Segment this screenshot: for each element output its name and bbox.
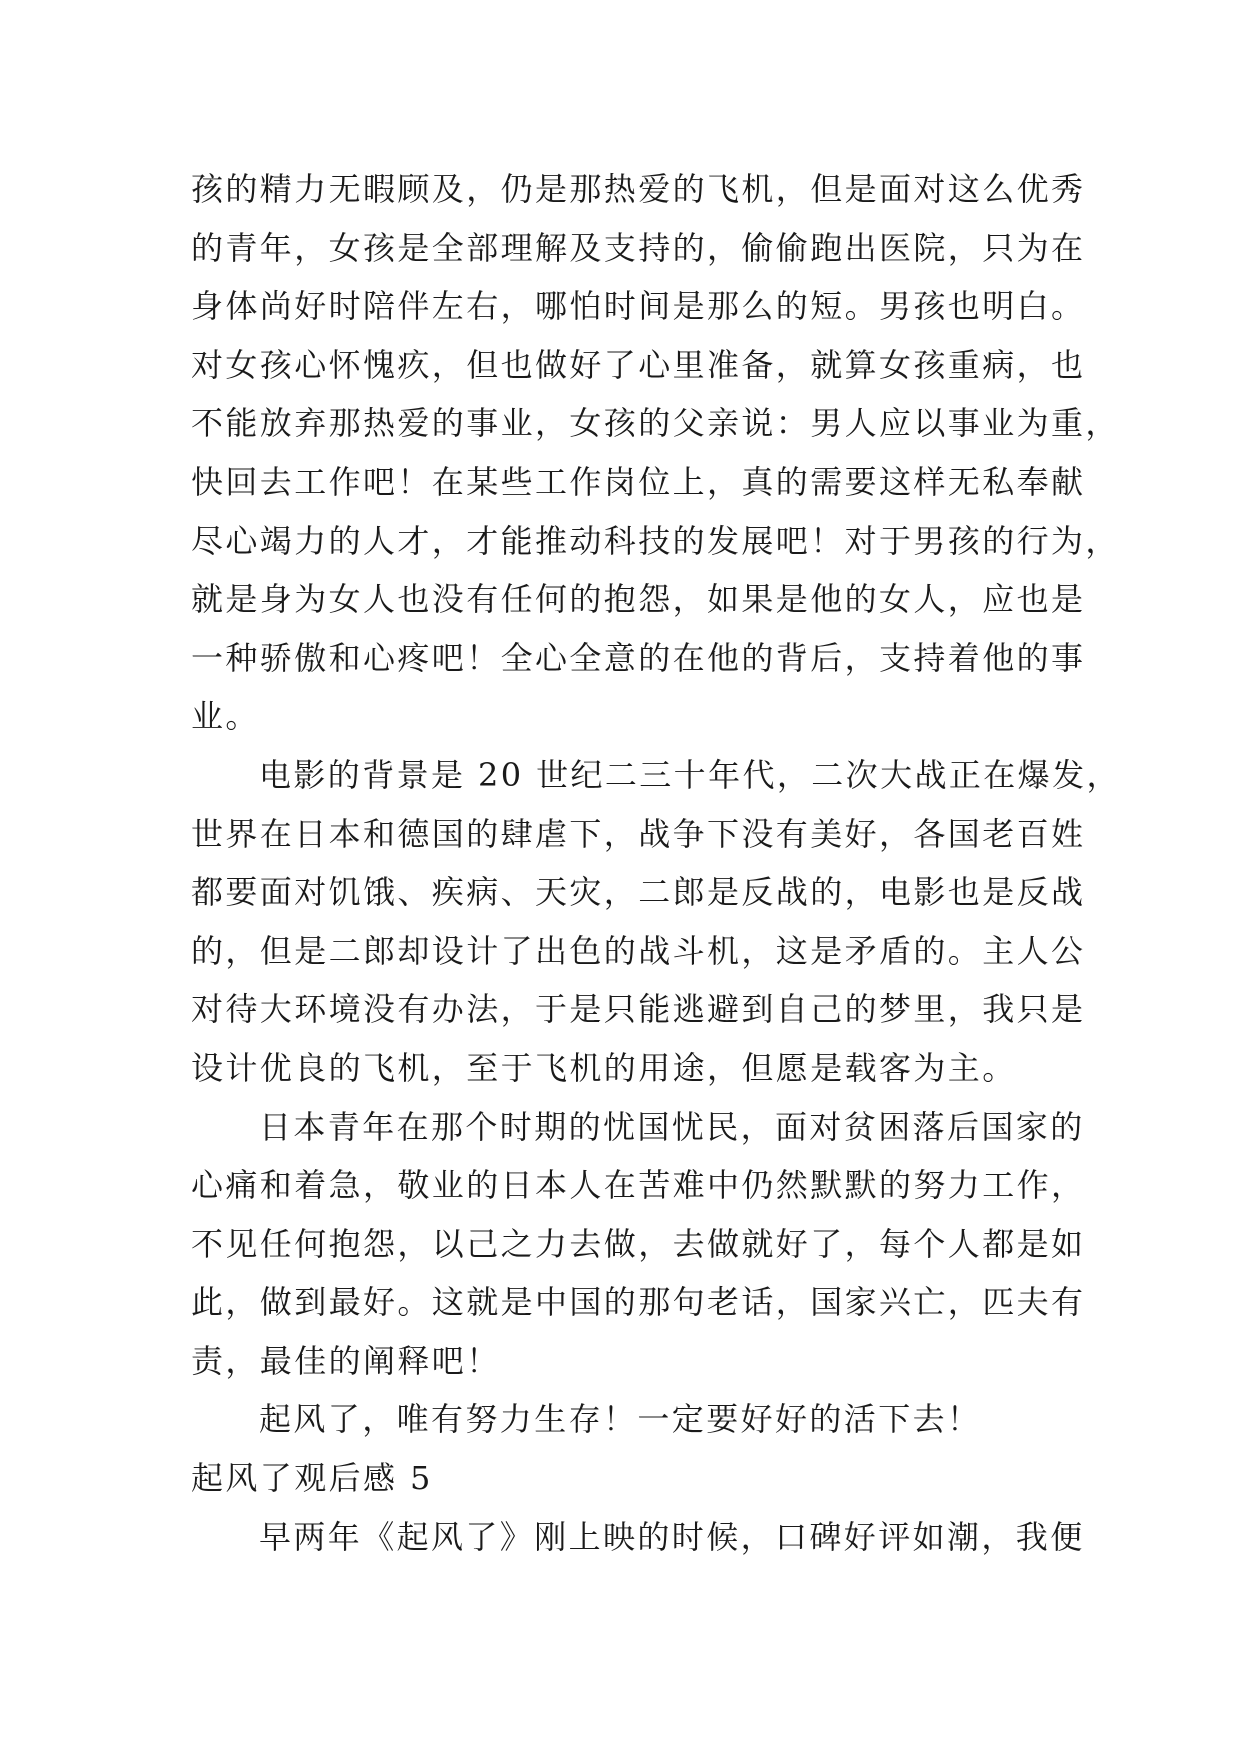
paragraph-start-line: 起风了，唯有努力生存！一定要好好的活下去！ [259, 1400, 982, 1439]
text-line: 心痛和着急，敬业的日本人在苦难中仍然默默的努力工作， [191, 1166, 1086, 1205]
text-line: 此，做到最好。这就是中国的那句老话，国家兴亡，匹夫有 [191, 1283, 1086, 1322]
text-line: 就是身为女人也没有任何的抱怨，如果是他的女人，应也是 [191, 580, 1086, 619]
text-line: 不见任何抱怨，以己之力去做，去做就好了，每个人都是如 [191, 1224, 1086, 1263]
text-line: 一种骄傲和心疼吧！全心全意的在他的背后，支持着他的事 [191, 638, 1086, 677]
text-line: 都要面对饥饿、疾病、天灾，二郎是反战的，电影也是反战 [191, 873, 1086, 912]
text-line: 快回去工作吧！在某些工作岗位上，真的需要这样无私奉献 [191, 462, 1086, 501]
text-line: 的青年，女孩是全部理解及支持的，偷偷跑出医院，只为在 [191, 228, 1086, 267]
text-line: 业。 [191, 697, 260, 736]
paragraph-start-line: 日本青年在那个时期的忧国忧民，面对贫困落后国家的 [259, 1107, 1085, 1146]
text-line: 对待大环境没有办法，于是只能逃避到自己的梦里，我只是 [191, 990, 1086, 1029]
section-heading: 起风了观后感 5 [191, 1459, 433, 1498]
text-line: 孩的精力无暇顾及，仍是那热爱的飞机，但是面对这么优秀 [191, 170, 1086, 208]
paragraph-start-line: 电影的背景是 20 世纪二三十年代，二次大战正在爆发， [259, 755, 1121, 794]
text-line: 设计优良的飞机，至于飞机的用途，但愿是载客为主。 [191, 1048, 1017, 1087]
document-body [191, 160, 1121, 1566]
text-line: 责，最佳的阐释吧！ [191, 1341, 501, 1380]
text-line: 身体尚好时陪伴左右，哪怕时间是那么的短。男孩也明白。 [191, 287, 1086, 326]
text-line: 尽心竭力的人才，才能推动科技的发展吧！对于男孩的行为， [191, 521, 1120, 560]
text-line: 的，但是二郎却设计了出色的战斗机，这是矛盾的。主人公 [191, 931, 1086, 970]
text-line: 不能放弃那热爱的事业，女孩的父亲说：男人应以事业为重， [191, 404, 1120, 443]
paragraph-start-line: 早两年《起风了》刚上映的时候，口碑好评如潮，我便 [259, 1517, 1085, 1556]
text-line: 对女孩心怀愧疚，但也做好了心里准备，就算女孩重病，也 [191, 345, 1086, 384]
text-line: 世界在日本和德国的肆虐下，战争下没有美好，各国老百姓 [191, 814, 1086, 853]
